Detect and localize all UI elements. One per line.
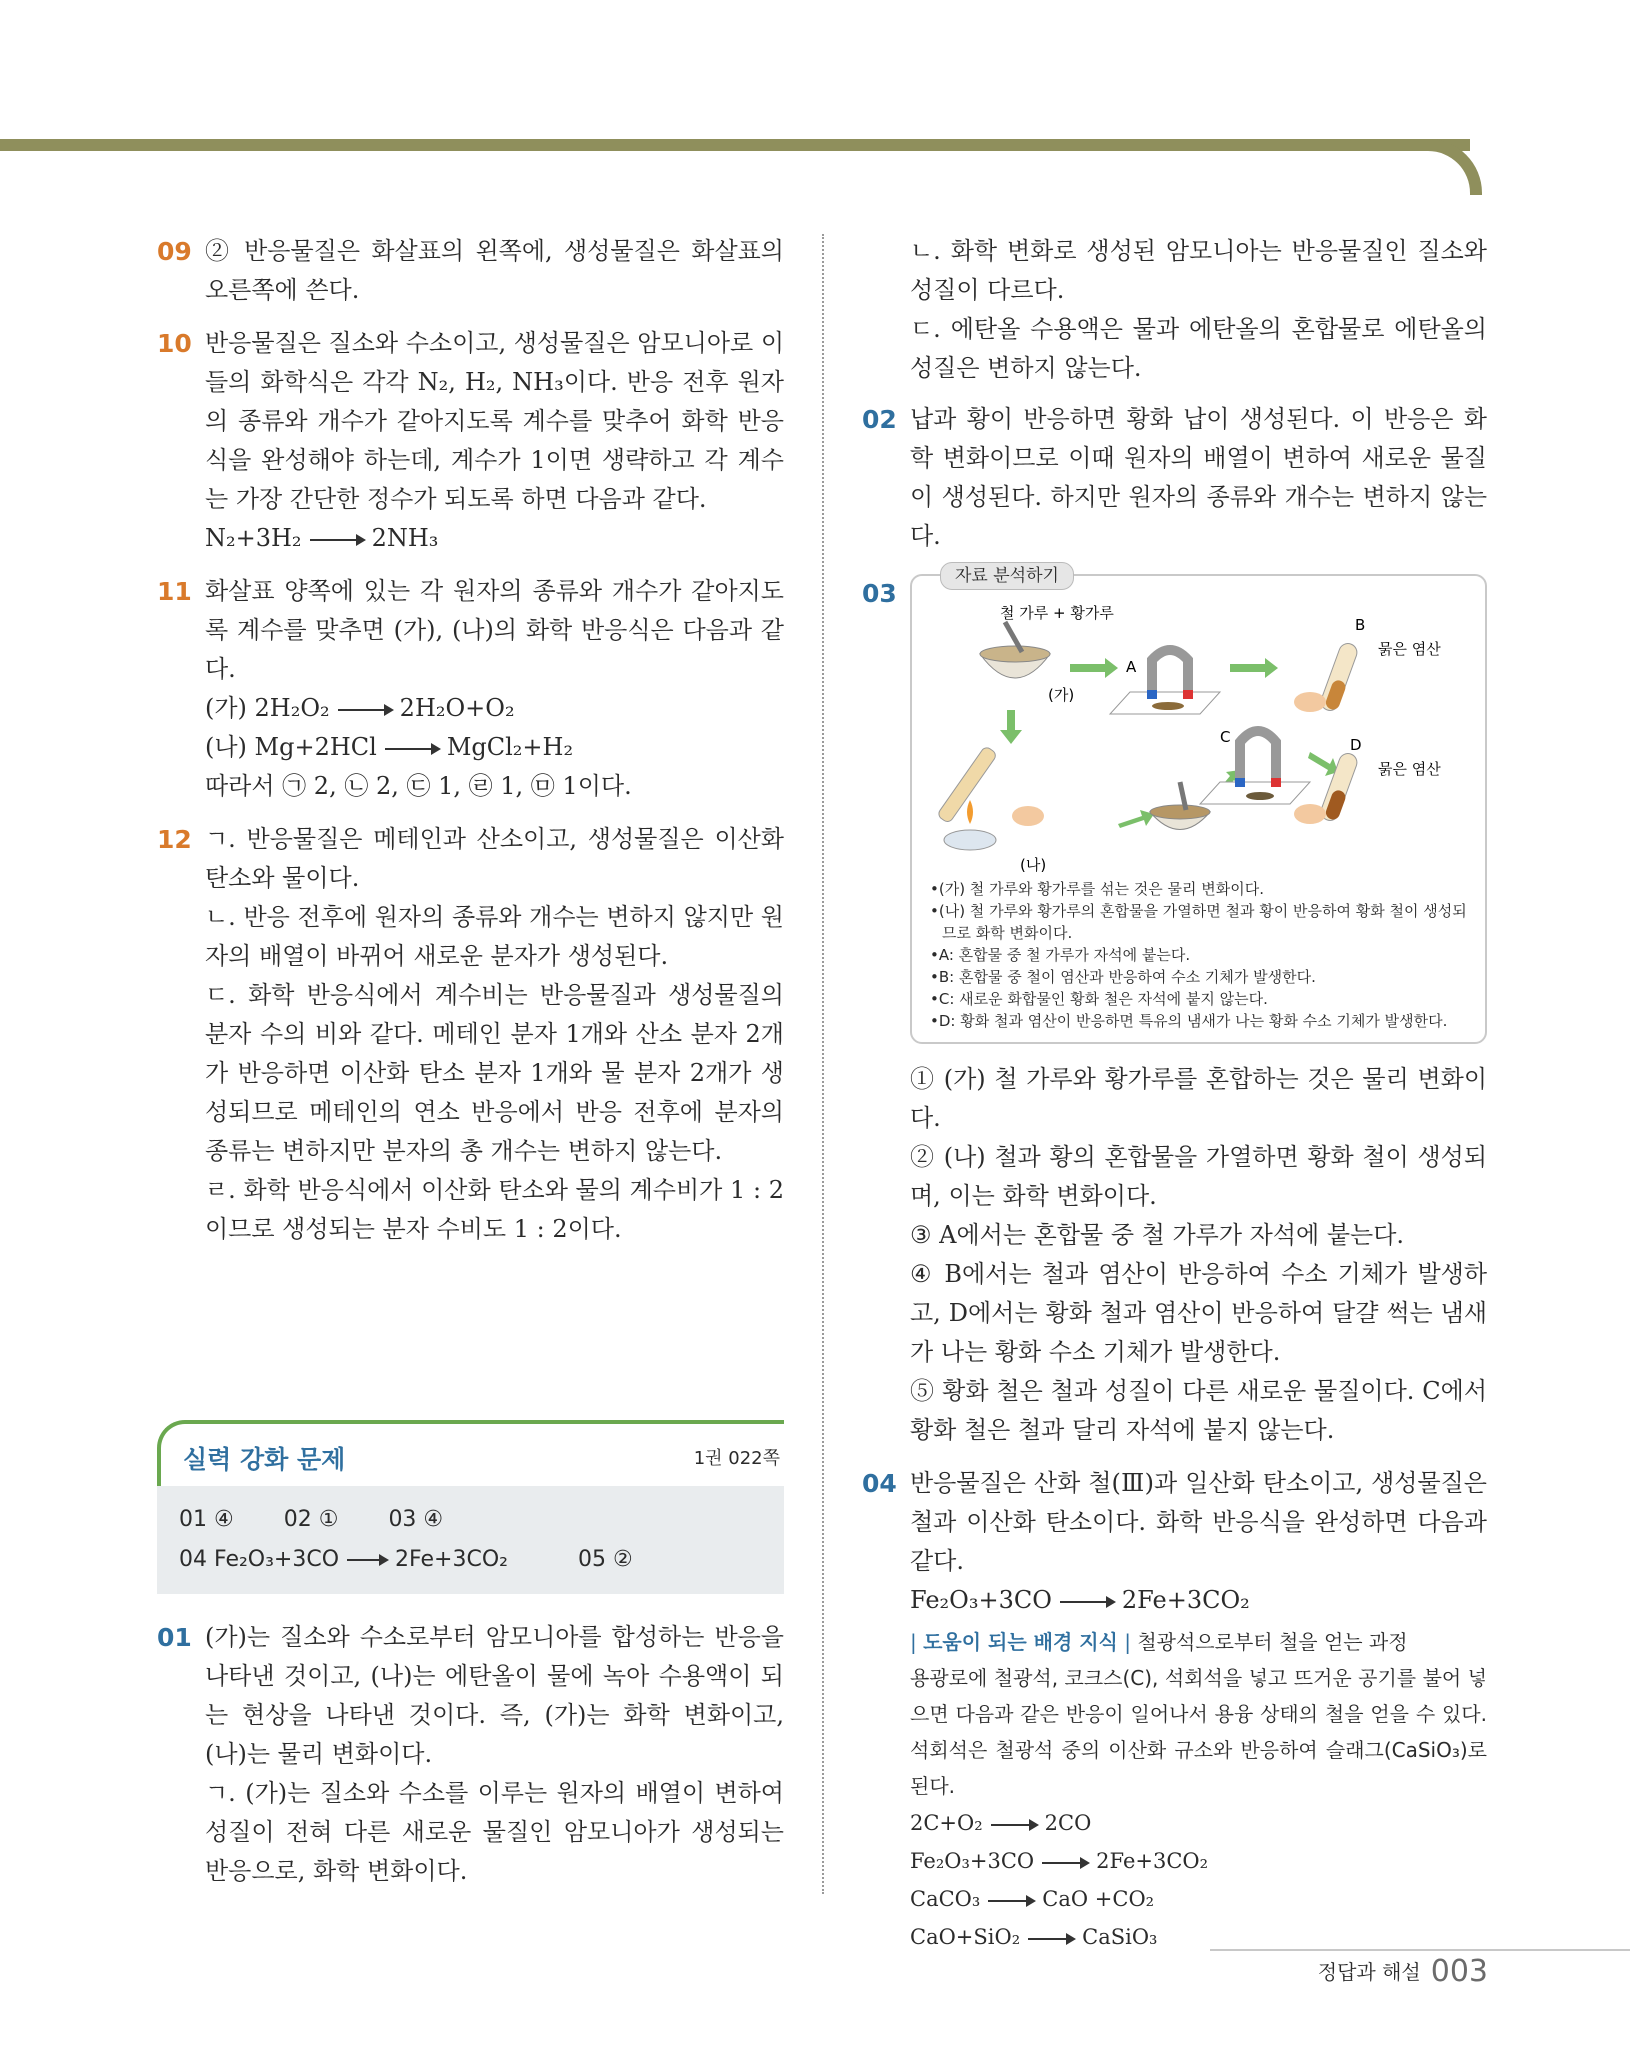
label-c: C: [1220, 728, 1231, 746]
hint-header: | 도움이 되는 배경 지식 | 철광석으로부터 철을 얻는 과정: [910, 1630, 1408, 1654]
item-text: (가)는 질소와 수소로부터 암모니아를 합성하는 반응을 나타낸 것이고, (나)는 에탄올이 물에 녹아 수용액이 되는 현상을 나타낸 것이다. 즉, (가)는 화학 변화이고, (나)는 물리 변화이다.: [205, 1623, 784, 1768]
key-02: 02 ①: [283, 1507, 339, 1532]
equation: N₂+3H₂ 2NH₃: [205, 524, 439, 552]
item-conclusion: 따라서 ㉠ 2, ㉡ 2, ㉢ 1, ㉣ 1, ㉤ 1이다.: [205, 772, 632, 800]
choice-d: ㄷ. 에탄올 수용액은 물과 에탄올의 혼합물로 에탄올의 성질은 변하지 않는다.: [910, 315, 1487, 382]
hint-title: 도움이 되는 배경 지식: [923, 1630, 1118, 1654]
column-divider: [822, 234, 824, 1894]
item-number: 09: [157, 237, 192, 266]
equation: Fe₂O₃+3CO 2Fe+3CO₂: [910, 1586, 1250, 1614]
label-a: A: [1126, 658, 1137, 676]
experiment-illustration: [930, 602, 1470, 872]
label-b: B: [1355, 616, 1366, 634]
option-5: ⑤ 황화 철은 철과 성질이 다른 새로운 물질이다. C에서 황화 철은 철과 달리 자석에 붙지 않는다.: [910, 1377, 1487, 1444]
hint-subtitle: 철광석으로부터 철을 얻는 과정: [1137, 1630, 1408, 1654]
label-d: D: [1350, 736, 1362, 754]
reaction: Fe₂O₃+3CO 2Fe+3CO₂: [910, 1849, 1209, 1873]
mortar-2-icon: [1150, 782, 1210, 830]
reaction-list: [910, 1804, 1487, 1956]
note: •A: 혼합물 중 철 가루가 자석에 붙는다.: [930, 946, 1191, 964]
note: •B: 혼합물 중 철이 염산과 반응하여 수소 기체가 발생한다.: [930, 968, 1316, 986]
panel-tag: 자료 분석하기: [940, 562, 1074, 590]
key-04: 04 Fe₂O₃+3CO 2Fe+3CO₂: [179, 1547, 508, 1572]
item-number: 10: [157, 329, 192, 358]
item-number: 01: [157, 1623, 192, 1652]
option-2: ② (나) 철과 황의 혼합물을 가열하면 황화 철이 생성되며, 이는 화학 변화이다.: [910, 1143, 1487, 1210]
key-03: 03 ④: [388, 1507, 444, 1532]
solution-02: [862, 400, 1487, 556]
page-number: 003: [1430, 1954, 1488, 1989]
top-decor-bar: [0, 139, 1470, 151]
burner-icon: [937, 746, 1044, 850]
label-ga: (가): [1048, 686, 1075, 704]
choice-g: ㄱ. (가)는 질소와 수소를 이루는 원자의 배열이 변하여 성질이 전혀 다른 새로운 물질인 암모니아가 생성되는 반응으로, 화학 변화이다.: [205, 1779, 784, 1885]
key-01: 01 ④: [179, 1507, 234, 1532]
answer-12: [157, 820, 784, 1249]
page-footer: [1318, 1950, 1488, 1994]
item-text: ② 반응물질은 화살표의 왼쪽에, 생성물질은 화살표의 오른쪽에 쓴다.: [205, 237, 784, 304]
item-number: 03: [862, 579, 897, 608]
test-tube-b-icon: [1294, 641, 1359, 713]
equation: (나) Mg+2HCl MgCl₂+H₂: [205, 733, 574, 761]
answer-11: [157, 572, 784, 806]
strength-header: [157, 1420, 784, 1486]
hint-text: 용광로에 철광석, 코크스(C), 석회석을 넣고 뜨거운 공기를 불어 넣으면 다음과 같은 반응이 일어나서 용융 상태의 철을 얻을 수 있다. 석회석은 철광석 중의 이산화 규소와 반응하여 슬래그(CaSiO₃)로 된다.: [910, 1666, 1487, 1798]
label-na: (나): [1020, 856, 1047, 872]
option-1: ① (가) 철 가루와 황가루를 혼합하는 것은 물리 변화이다.: [910, 1065, 1487, 1132]
data-analysis-panel: [910, 566, 1487, 1044]
mortar-icon: [980, 622, 1050, 678]
strength-ref: 1권 022쪽: [693, 1448, 780, 1469]
reaction: 2C+O₂ 2CO: [910, 1811, 1092, 1835]
choice-d: ㄷ. 화학 반응식에서 계수비는 반응물질과 생성물질의 분자 수의 비와 같다. 메테인 분자 1개와 산소 분자 2개가 반응하면 이산화 탄소 분자 1개와 물 분자 2개가 생성되므로 메테인의 연소 반응에서 반응 전후에 분자의 종류는 변하지만 분자의 총 개수는 변하지 않는다.: [205, 981, 784, 1165]
label-powder: 철 가루 + 황가루: [1000, 604, 1114, 622]
solution-01-cont: [862, 232, 1487, 388]
option-3: ③ A에서는 혼합물 중 철 가루가 자석에 붙는다.: [910, 1221, 1405, 1249]
item-text: 납과 황이 반응하면 황화 납이 생성된다. 이 반응은 화학 변화이므로 이때 원자의 배열이 변하여 새로운 물질이 생성된다. 하지만 원자의 종류와 개수는 변하지 않는다.: [910, 405, 1487, 550]
top-decor-curve: [1420, 139, 1482, 195]
item-text: 화살표 양쪽에 있는 각 원자의 종류와 개수가 같아지도록 계수를 맞추면 (가), (나)의 화학 반응식은 다음과 같다.: [205, 577, 784, 683]
choice-g: ㄱ. 반응물질은 메테인과 산소이고, 생성물질은 이산화 탄소와 물이다.: [205, 825, 784, 892]
note: •C: 새로운 화합물인 황화 철은 자석에 붙지 않는다.: [930, 990, 1268, 1008]
answer-key: [157, 1486, 784, 1594]
note: •(나) 철 가루와 황가루의 혼합물을 가열하면 철과 황이 반응하여 황화 철이 생성되므로 화학 변화이다.: [930, 902, 1467, 942]
choice-n: ㄴ. 반응 전후에 원자의 종류와 개수는 변하지 않지만 원자의 배열이 바뀌어 새로운 분자가 생성된다.: [205, 903, 784, 970]
item-text: 반응물질은 산화 철(Ⅲ)과 일산화 탄소이고, 생성물질은 철과 이산화 탄소이다. 화학 반응식을 완성하면 다음과 같다.: [910, 1469, 1487, 1575]
note: •D: 황화 철과 염산이 반응하면 특유의 냄새가 나는 황화 수소 기체가 발생한다.: [930, 1012, 1448, 1030]
footer-label: 정답과 해설: [1317, 1960, 1421, 1984]
strength-title: 실력 강화 문제: [183, 1445, 346, 1474]
label-acid-1: 묽은 염산: [1378, 640, 1441, 658]
strength-section: [157, 1420, 784, 1905]
item-number: 12: [157, 825, 192, 854]
solution-04: [862, 1464, 1487, 1956]
item-number: 11: [157, 577, 192, 606]
item-number: 02: [862, 405, 897, 434]
choice-r: ㄹ. 화학 반응식에서 이산화 탄소와 물의 계수비가 1 : 2이므로 생성되는 분자 수비도 1 : 2이다.: [205, 1176, 784, 1243]
answer-09: [157, 232, 784, 310]
label-acid-2: 묽은 염산: [1378, 760, 1441, 778]
option-4: ④ B에서는 철과 염산이 반응하여 수소 기체가 발생하고, D에서는 황화 철과 염산이 반응하여 달걀 썩는 냄새가 나는 황화 수소 기체가 발생한다.: [910, 1260, 1487, 1366]
right-column: [862, 232, 1487, 1970]
magnet-c-icon: [1200, 731, 1310, 804]
item-text: 반응물질은 질소와 수소이고, 생성물질은 암모니아로 이들의 화학식은 각각 N₂, H₂, NH₃이다. 반응 전후 원자의 종류와 개수가 같아지도록 계수를 맞추어 화학 반응식을 완성해야 하는데, 계수가 1이면 생략하고 각 계수는 가장 간단한 정수가 되도록 하면 다음과 같다.: [205, 329, 785, 513]
solution-01: [157, 1618, 784, 1891]
note: •(가) 철 가루와 황가루를 섞는 것은 물리 변화이다.: [930, 880, 1265, 898]
key-05: 05 ②: [577, 1547, 633, 1572]
choice-n: ㄴ. 화학 변화로 생성된 암모니아는 반응물질인 질소와 성질이 다르다.: [910, 237, 1487, 304]
answer-10: [157, 324, 784, 558]
item-number: 04: [862, 1469, 897, 1498]
equation: (가) 2H₂O₂ 2H₂O+O₂: [205, 694, 515, 722]
analysis-notes: [930, 878, 1471, 1032]
solution-03: [862, 566, 1487, 1450]
left-column: [157, 232, 784, 1263]
reaction: CaCO₃ CaO +CO₂: [910, 1887, 1155, 1911]
reaction: CaO+SiO₂ CaSiO₃: [910, 1925, 1158, 1949]
